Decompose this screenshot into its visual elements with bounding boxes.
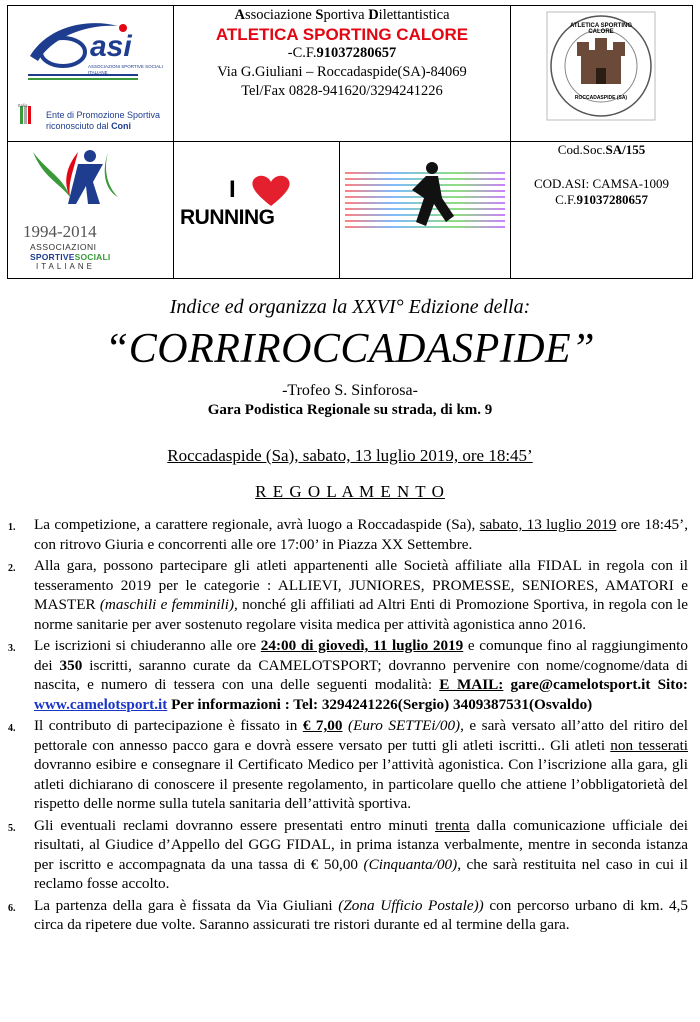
codsoc: Cod.Soc.SA/155 bbox=[557, 142, 646, 157]
event-title: “CORRIROCCADASPIDE” bbox=[104, 326, 596, 372]
club-seal-cell bbox=[511, 6, 693, 142]
rule-1: 1. La competizione, a carattere regionale, avrà luogo a Roccadaspide (Sa), sabato, 13 luglio 2019 ore 18:45’, con ritrovo Giuria e concorrenti alle ore 17:00’ in Piazza XX Settembre. bbox=[8, 516, 688, 553]
date-line: Roccadaspide (Sa), sabato, 13 luglio 2019, ore 18:45’ bbox=[167, 446, 533, 465]
club-name: ATLETICA SPORTING CALORE bbox=[215, 25, 469, 44]
codasi: COD.ASI: CAMSA-1009 bbox=[533, 176, 670, 191]
anniversary-line2: SPORTIVESOCIALI bbox=[30, 252, 111, 262]
asi-logo-cell bbox=[8, 6, 174, 142]
rule-4: 4. Il contributo di partecipazione è fissato in € 7,00 (Euro SETTEi/00), e sarà versato all’atto del ritiro del pettorale con annesso pacco gara e dovrà essere versato per tutti gli atleti iscritti.. Gli atleti non tesserati dovranno esibire e consegnare il Certificato Medico per l’attività agonistica. Con l’iscrizione alla gara, gli atleti dichiarano di conoscere il presente regolamento, in particolare quello che attiene l’obbligatorietà del rispetto delle norme sulla tutela sanitaria dell’attività sportiva. bbox=[8, 717, 689, 812]
association-name: Associazione Sportiva Dilettantistica bbox=[234, 7, 450, 23]
rules-list bbox=[8, 515, 688, 937]
email-address[interactable]: gare@camelotsport.it Sito: bbox=[503, 676, 688, 693]
website-link[interactable]: www.camelotsport.it bbox=[34, 695, 168, 713]
anniversary-logo-cell bbox=[8, 142, 174, 279]
rule-number: 2. bbox=[8, 563, 16, 574]
date-line-wrap bbox=[0, 446, 700, 466]
running-word: RUNNING bbox=[180, 206, 275, 229]
i-letter: I bbox=[229, 176, 236, 203]
i-love-running-cell bbox=[174, 142, 340, 279]
asi-logo-text: asi bbox=[90, 30, 132, 63]
codes-cell bbox=[511, 142, 693, 279]
i-love-running-logo bbox=[174, 142, 339, 273]
trophy-subtitle: -Trofeo S. Sinforosa- bbox=[282, 382, 418, 399]
rule-number: 1. bbox=[8, 522, 16, 533]
anniversary-line1: ASSOCIAZIONI bbox=[30, 242, 97, 252]
rule-2: 2. Alla gara, possono partecipare gli atleti appartenenti alle Società affiliate alla FIDAL in regola con il tesseramento 2019 per le categorie : ALLIEVI, JUNIORES, PROMESSE, SENIORES, AMATORI e MASTER (maschili e femminili), nonché gli affiliati ad Altri Enti di Promozione Sportiva, in regola con le norme sanitarie per aver sostenuto regolare visita medica per attività agonistica anno 2016. bbox=[8, 557, 688, 633]
rule-number: 3. bbox=[8, 643, 16, 654]
address: Via G.Giuliani – Roccadaspide(SA)-84069 bbox=[217, 64, 467, 80]
regolamento-heading: R E G O L A M E N T O bbox=[255, 482, 445, 501]
phone: Tel/Fax 0828-941620/3294241226 bbox=[241, 83, 443, 99]
heart-icon bbox=[249, 174, 293, 208]
intro-line: Indice ed organizza la XXVI° Edizione della: bbox=[169, 296, 531, 318]
anniversary-logo bbox=[8, 142, 173, 273]
coni-caption: Ente di Promozione Sportiva riconosciuto dal Coni bbox=[46, 110, 161, 131]
tax-code-2: C.F.91037280657 bbox=[555, 192, 648, 207]
runner-image-cell bbox=[340, 142, 511, 279]
asi-logo bbox=[8, 6, 173, 141]
rule-6: 6. La partenza della gara è fissata da Via Giuliani (Zona Ufficio Postale)) con percorso urbano di km. 4,5 circa da ripetere due volte. Saranno assicurati tre ristori durante ed al termine della gara. bbox=[8, 896, 688, 933]
email-label: E_MAIL: bbox=[439, 676, 504, 693]
runner-silhouette-icon bbox=[340, 142, 510, 273]
regolamento-wrap bbox=[0, 482, 700, 502]
rule-3: 3. Le iscrizioni si chiuderanno alle ore 24:00 di giovedì, 11 luglio 2019 e comunque fino al raggiungimento dei 350 iscritti, saranno curate da CAMELOTSPORT; dovranno pervenire con nome/cognome/data di nascita, e numero di tessera con una delle seguenti modalità: E_MAIL: gare@camelotsport.it Sito: www.camelotsport.it Per informazioni : Tel: 3294241226(Sergio) 3409387531(Osvaldo) bbox=[8, 637, 688, 713]
italia-label: Italia bbox=[18, 103, 28, 108]
rule-number: 4. bbox=[8, 723, 16, 734]
rule-number: 5. bbox=[8, 822, 16, 834]
rule-number: 6. bbox=[8, 902, 16, 914]
seal-text-top: ATLETICA SPORTING CALORE bbox=[570, 23, 632, 35]
asi-logo-subtitle: ASSOCIAZIONI SPORTIVE SOCIALI ITALIANE bbox=[88, 64, 163, 75]
tax-code: -C.F.91037280657 bbox=[287, 45, 397, 61]
anniversary-years: 1994-2014 bbox=[23, 222, 97, 241]
anniversary-line3: ITALIANE bbox=[36, 262, 95, 271]
anniversary-figures-icon bbox=[8, 142, 173, 222]
rule-5: 5. Gli eventuali reclami dovranno essere presentati entro minuti trenta dalla comunicazione ufficiale dei risultati, al Giudice d’Appello del GGG FIDAL, in prima istanza verbalmente, mentre in seconda istanza per iscritto e accompagnata da una tassa di € 50,00 (Cinquanta/00), che sarà restituita nel caso in cui il reclamo fosse accolto. bbox=[8, 816, 688, 892]
race-description: Gara Podistica Regionale su strada, di km. 9 bbox=[207, 402, 493, 418]
seal-text-bottom: ROCCADASPIDE (SA) bbox=[574, 95, 628, 101]
letterhead-table bbox=[7, 5, 693, 279]
association-block bbox=[174, 6, 511, 142]
